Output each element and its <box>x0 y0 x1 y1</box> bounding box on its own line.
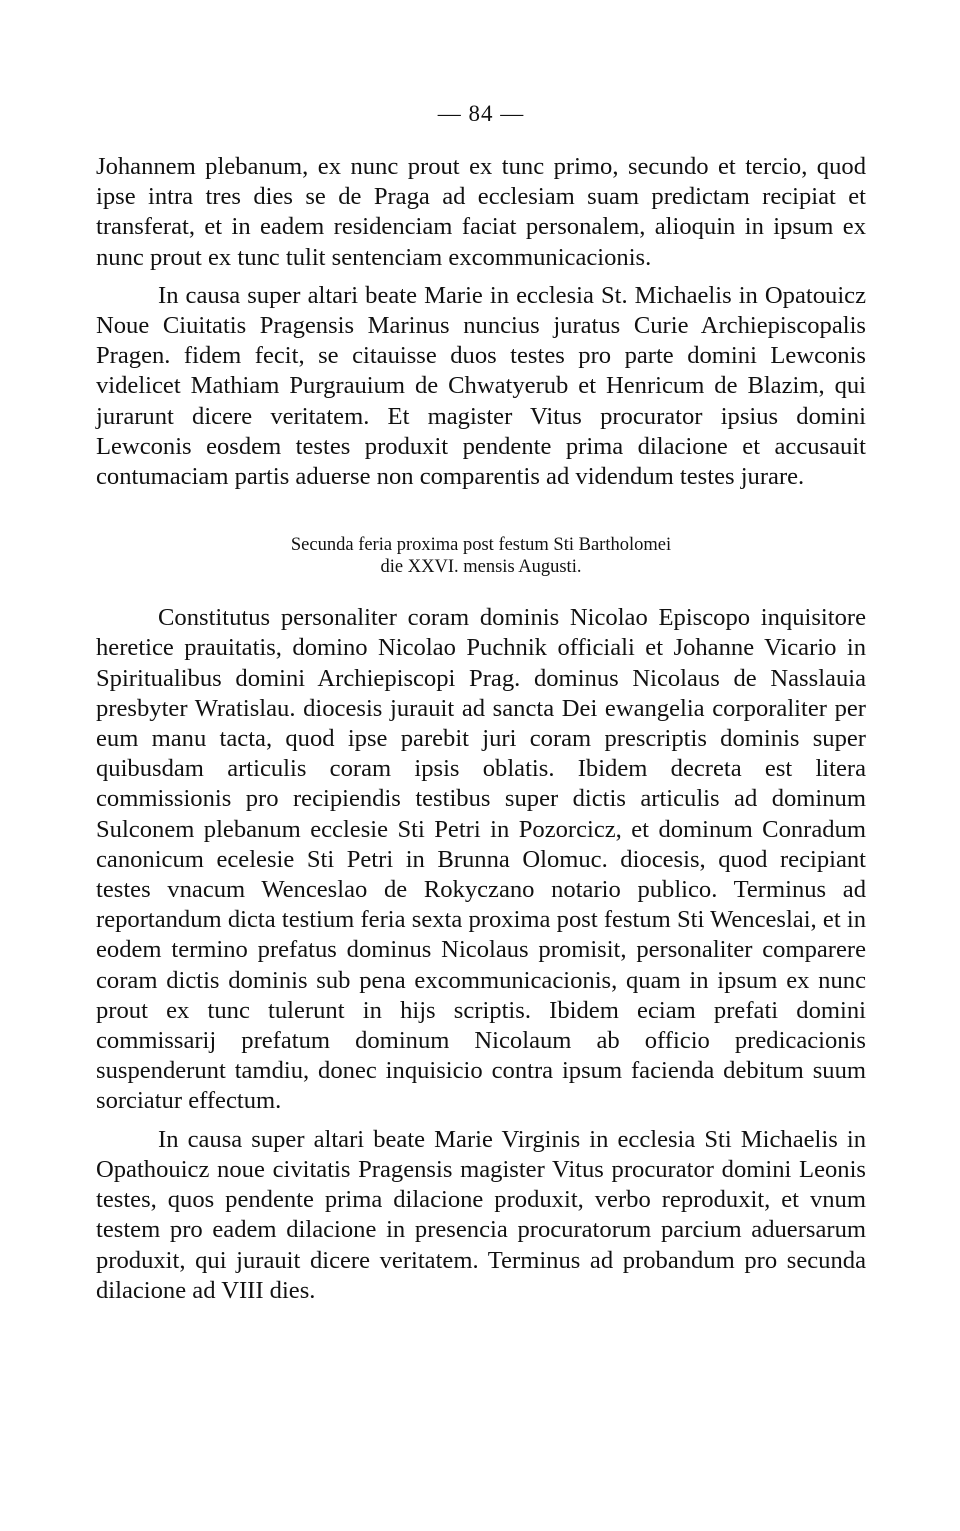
paragraph-altar-case-second: In causa super altari beate Marie Virginis in ecclesia Sti Michaelis in Opathouicz noue civitatis Pragensis magister Vitus procurator domini Leonis testes, quos pendente prima dilacione produxit, verbo reproduxit, et vnum testem pro eadem dilacione in presencia procuratorum parcium aduersarum produxit, qui jurauit dicere veritatem. Terminus ad probandum pro secunda dilacione ad VIII dies. <box>96 1125 866 1304</box>
paragraph-altar-case-testimony: In causa super altari beate Marie in ecclesia St. Michaelis in Opatouicz Noue Ciuitatis Pragensis Marinus nuncius juratus Curie Archiepiscopalis Pragen. fidem fecit, se citauisse duos testes pro parte domini Lewconis videlicet Mathiam Purgrauium de Chwatyerub et Henricum de Blazim, qui jurarunt dicere veritatem. Et magister Vitus procurator ipsius domini Lewconis eosdem testes produxit pendente prima dilacione et accusauit contumaciam partis aduerse non comparentis ad videndum testes jurare. <box>96 281 866 491</box>
date-heading <box>96 534 866 578</box>
page-number: — 84 — <box>437 101 525 126</box>
document-page <box>96 92 866 1306</box>
date-heading-line-2: die XXVI. mensis Augusti. <box>380 557 582 578</box>
date-heading-line-1: Secunda feria proxima post festum Sti Bartholomei <box>290 535 672 556</box>
paragraph-oath-nicolaus: Constitutus personaliter coram dominis Nicolao Episcopo inquisitore heretice prauitatis, domino Nicolao Puchnik officiali et Johanne Vicario in Spiritualibus domini Archiepiscopi Prag. dominus Nicolaus de Nasslauia presbyter Wratislau. diocesis jurauit ad sancta Dei ewangelia corporaliter per eum manu tacta, quod ipse parebit juri coram prescriptis dominis super quibusdam articulis coram ipsis oblatis. Ibidem decreta est litera commissionis pro recipiendis testibus super dictis articulis ad dominum Sulconem plebanum ecclesie Sti Petri in Pozorcicz, et dominum Conradum canonicum ecelesie Sti Petri in Brunna Olomuc. diocesis, quod recipiant testes vnacum Wenceslao de Rokyczano notario publico. Terminus ad reportandum dicta testium feria sexta proxima post festum Sti Wenceslai, et in eodem termino prefatus dominus Nicolaus promisit, personaliter comparere coram dictis dominis sub pena excommunicacionis, quam in ipsum ex nunc prout ex tunc tulerunt in hijs scriptis. Ibidem eciam prefati domini commissarij prefatum dominum Nicolaum ab officio predicacionis suspenderunt tamdiu, donec inquisicio contra ipsum facienda debitum suum sorciatur effectum. <box>96 604 866 1115</box>
paragraph-continuation: Johannem plebanum, ex nunc prout ex tunc primo, secundo et tercio, quod ipse intra tres dies se de Praga ad ecclesiam suam predictam recipiat et transferat, et in eadem residenciam faciat personalem, alioquin in ipsum ex nunc prout ex tunc tulit sentenciam excommunicacionis. <box>96 153 866 271</box>
